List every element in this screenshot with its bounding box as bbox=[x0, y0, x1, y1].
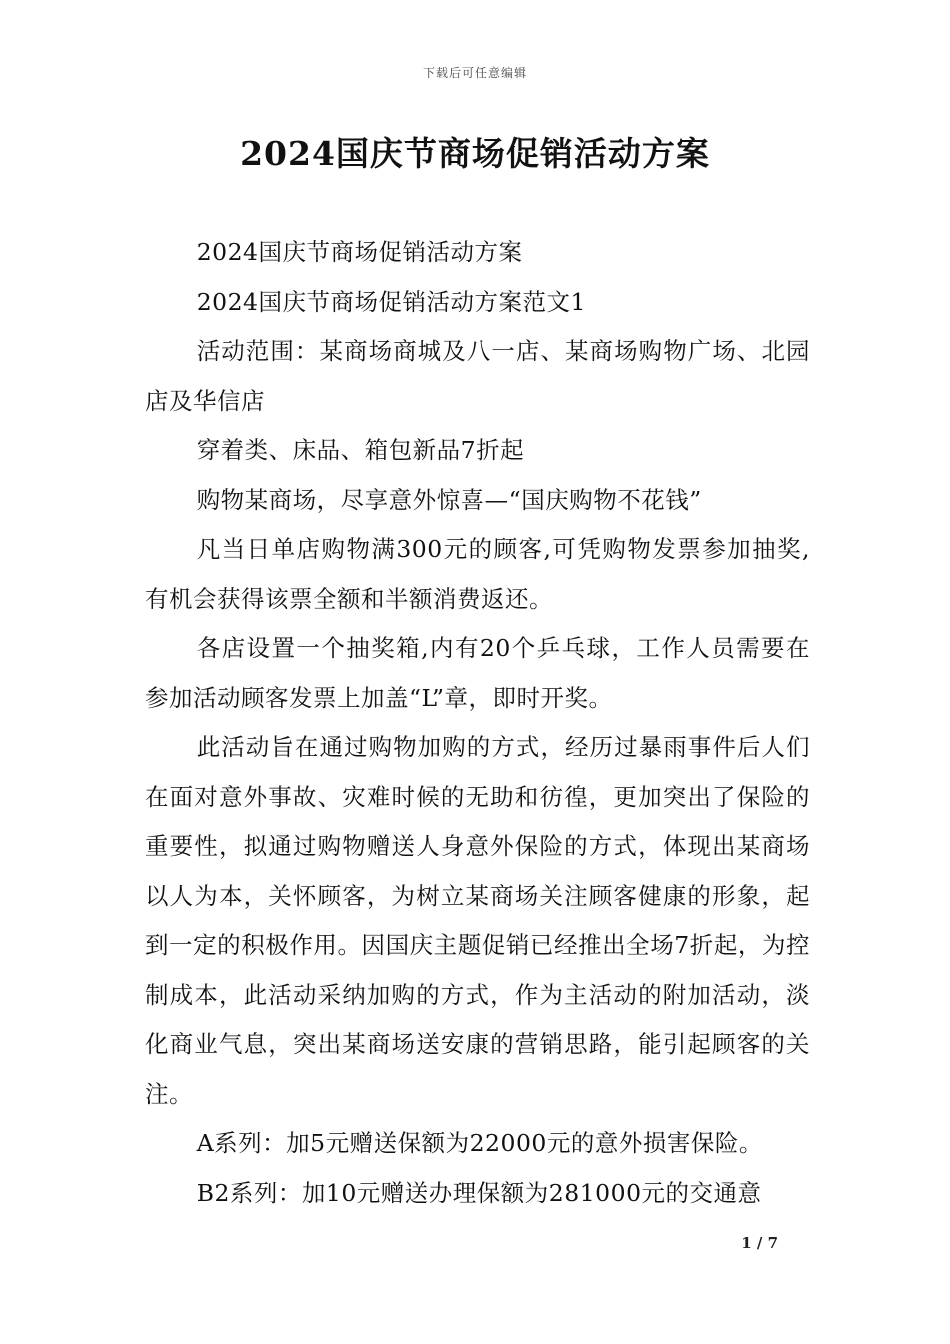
document-title: 2024国庆节商场促销活动方案 bbox=[240, 134, 710, 173]
header-note: 下载后可任意编辑 bbox=[422, 66, 527, 80]
paragraph: 穿着类、床品、箱包新品7折起 bbox=[196, 436, 525, 464]
paragraph: B2系列：加10元赠送办理保额为281000元的交通意 bbox=[196, 1178, 762, 1207]
paragraph: A系列：加5元赠送保额为22000元的意外损害保险。 bbox=[196, 1129, 763, 1157]
paragraph: 各店设置一个抽奖箱,内有20个乒乓球，工作人员需要在参加活动顾客发票上加盖“L”章，即时开奖。 bbox=[145, 634, 810, 712]
paragraph: 购物某商场，尽享意外惊喜—“国庆购物不花钱” bbox=[196, 485, 702, 514]
paragraph: 2024国庆节商场促销活动方案范文1 bbox=[196, 287, 586, 316]
paragraph: 此活动旨在通过购物加购的方式，经历过暴雨事件后人们在面对意外事故、灾难时候的无助和彷徨，更加突出了保险的重要性，拟通过购物赠送人身意外保险的方式，体现出某商场以人为本，关怀顾客，为树立某商场关注顾客健康的形象，起到一定的积极作用。因国庆主题促销已经推出全场7折起，为控制成本，此活动采纳加购的方式，作为主活动的附加活动，淡化商业气息，突出某商场送安康的营销思路，能引起顾客的关注。 bbox=[145, 733, 810, 1108]
paragraph: 活动范围：某商场商城及八一店、某商场购物广场、北园店及华信店 bbox=[145, 337, 810, 415]
document-body bbox=[145, 228, 810, 1218]
page-number: 1 / 7 bbox=[741, 1234, 778, 1252]
paragraph: 2024国庆节商场促销活动方案 bbox=[196, 238, 523, 266]
paragraph: 凡当日单店购物满300元的顾客,可凭购物发票参加抽奖,有机会获得该票全额和半额消费返还。 bbox=[145, 535, 810, 613]
